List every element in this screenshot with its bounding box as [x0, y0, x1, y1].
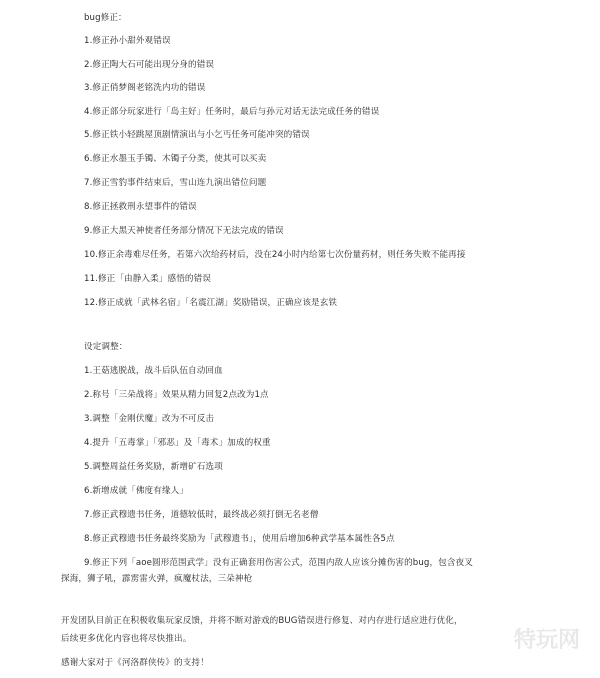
- adjust-item: 2.称号「三朵战将」效果从精力回复2点改为1点: [84, 390, 269, 400]
- adjust-item: 4.提升「五毒掌」「邪恶」及「毒术」加成的权重: [84, 438, 271, 448]
- adjust-item: 6.新增成就「佛度有缘人」: [84, 486, 189, 496]
- thanks-line: 感谢大家对于《河洛群侠传》的支持！: [61, 658, 209, 668]
- bugfix-item: 2.修正陶大石可能出现分身的错误: [84, 60, 215, 70]
- bugfix-item: 1.修正孙小甜外观错误: [84, 36, 171, 46]
- bugfix-item: 7.修正雪豹事件结束后，雪山连九演出错位问题: [84, 178, 267, 188]
- bugfix-item: 12.修正成就「武林名宿」「名震江湖」奖励错误，正确应该是玄铁: [84, 298, 338, 308]
- bugfix-heading: bug修正：: [84, 13, 127, 23]
- adjust-item: 9.修正下列「aoe圆形范围武学」没有正确套用伤害公式，范围内敌人应该分摊伤害的bug，包含夜叉: [84, 558, 473, 568]
- site-watermark-logo: [502, 620, 592, 658]
- adjust-item: 8.修正武穆遗书任务最终奖励为「武穆遗书」，使用后增加6种武学基本属性各5点: [84, 534, 395, 544]
- adjust-item: 7.修正武穆遗书任务，道德较低时，最终战必须打倒无名老僧: [84, 510, 319, 520]
- adjust-item-continuation: 探海，狮子吼，霹雳雷火弹，疯魔杖法，三朵神枪: [61, 574, 253, 584]
- bugfix-item: 3.修正俏梦阁老铭洗内功的错误: [84, 83, 206, 93]
- watermark-text: 特玩网: [513, 628, 581, 653]
- bugfix-item: 5.修正铁小轻跳屋顶剧情演出与小乞丐任务可能冲突的错误: [84, 130, 310, 140]
- bugfix-item: 6.修正水墨玉手镯、木镯子分类，使其可以买卖: [84, 154, 267, 164]
- bugfix-item: 4.修正部分玩家进行「岛主好」任务时，最后与孙元对话无法完成任务的错误: [84, 107, 380, 117]
- bugfix-item: 9.修正大黑天神使者任务部分情况下无法完成的错误: [84, 226, 284, 236]
- bugfix-item: 10.修正余毒难尽任务，若第六次给药材后，没在24小时内给第七次份量药材，则任务失败不能再接: [84, 250, 466, 260]
- adjust-item: 5.调整周益任务奖励，新增矿石选项: [84, 462, 223, 472]
- bugfix-item: 11.修正「由静入柔」感悟的错误: [84, 274, 211, 284]
- closing-paragraph-line2: 后续更多优化内容也将尽快推出。: [61, 634, 192, 644]
- adjust-heading: 设定调整：: [84, 342, 128, 352]
- closing-paragraph-line1: 开发团队目前正在积极收集玩家反馈，并将不断对游戏的BUG错误进行修复、对内存进行适应进行优化，: [61, 616, 463, 626]
- adjust-item: 3.调整「金刚伏魔」改为不可反击: [84, 414, 215, 424]
- adjust-item: 1.王菇逃脱战，战斗后队伍自动回血: [84, 366, 223, 376]
- bugfix-item: 8.修正拯救刑永望事件的错误: [84, 202, 197, 212]
